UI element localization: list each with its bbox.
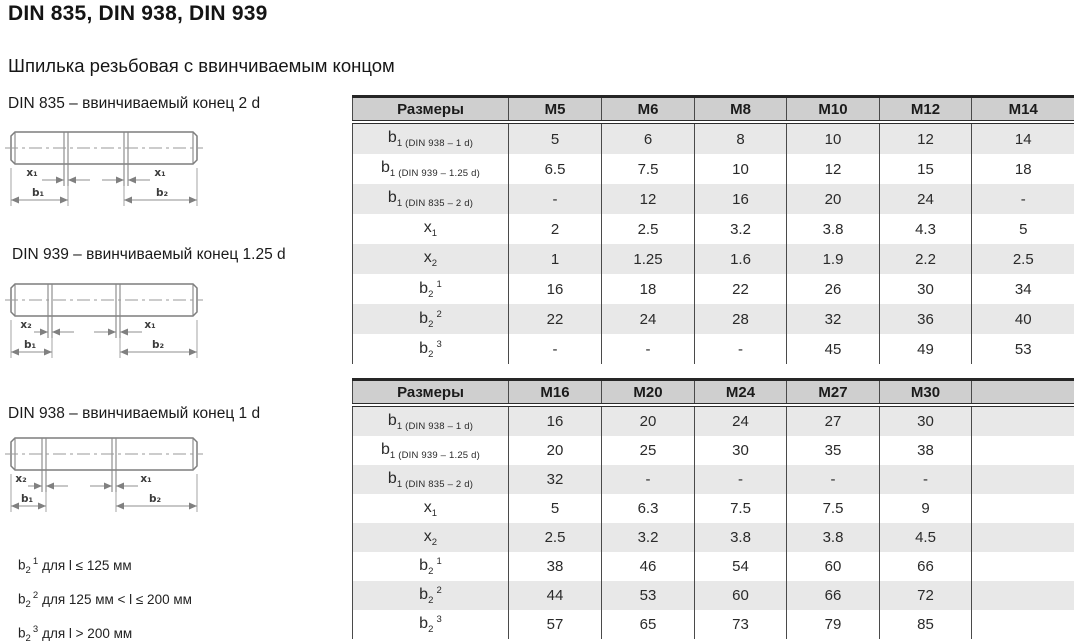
page-title: DIN 835, DIN 938, DIN 939: [8, 2, 268, 25]
value-cell: 53: [602, 581, 695, 610]
footnote: $b_2^1$ для l ≤ 125 мм: [18, 556, 132, 577]
value-cell: 12: [787, 154, 880, 184]
value-cell: 49: [880, 334, 972, 364]
value-cell: 2.5: [509, 523, 602, 552]
row-label: $b_2^2$: [353, 581, 509, 610]
dim-label-b2: b₂: [148, 493, 162, 505]
value-cell: 6: [602, 122, 695, 154]
value-cell: 2: [509, 214, 602, 244]
value-cell: -: [972, 184, 1074, 214]
thread-size-header: M24: [695, 380, 787, 406]
table-row: [353, 154, 1074, 184]
value-cell: 60: [787, 552, 880, 581]
value-cell: 38: [880, 436, 972, 465]
row-label: $b_{1 (DIN 939 - 1.25 d)}$: [353, 436, 509, 465]
value-cell: 4.3: [880, 214, 972, 244]
dim-label-x-left: x₁: [26, 167, 38, 179]
value-cell: 36: [880, 304, 972, 334]
thread-size-header: M30: [880, 380, 972, 406]
value-cell: 6.5: [509, 154, 602, 184]
value-cell: 7.5: [787, 494, 880, 523]
value-cell: -: [509, 334, 602, 364]
dim-label-x-right: x₁: [144, 319, 156, 331]
value-cell: 18: [602, 274, 695, 304]
value-cell: 16: [509, 274, 602, 304]
value-cell: 20: [787, 184, 880, 214]
value-cell: 28: [695, 304, 787, 334]
value-cell: -: [509, 184, 602, 214]
value-cell: 27: [787, 405, 880, 436]
dim-label-x-left: x₂: [20, 319, 32, 331]
value-cell: 66: [880, 552, 972, 581]
value-cell: 45: [787, 334, 880, 364]
value-cell: 10: [787, 122, 880, 154]
table-row: [353, 184, 1074, 214]
row-label: $b_2^1$: [353, 552, 509, 581]
thread-size-header: M10: [787, 97, 880, 123]
value-cell: -: [602, 334, 695, 364]
spec-table-2: [352, 378, 1074, 639]
value-cell: [972, 436, 1074, 465]
value-cell: 53: [972, 334, 1074, 364]
dim-label-b2: b₂: [155, 187, 169, 199]
value-cell: 18: [972, 154, 1074, 184]
header-row: [353, 380, 1074, 406]
din938-drawing: [4, 430, 204, 522]
thread-size-header: M12: [880, 97, 972, 123]
value-cell: 26: [787, 274, 880, 304]
table-row: [353, 122, 1074, 154]
thread-size-header: M16: [509, 380, 602, 406]
table-row: [353, 214, 1074, 244]
dim-label-x-right: x₁: [140, 473, 152, 485]
table-row: [353, 581, 1074, 610]
value-cell: 54: [695, 552, 787, 581]
row-label: $b_{1 (DIN 938 - 1 d)}$: [353, 122, 509, 154]
value-cell: 73: [695, 610, 787, 639]
table-row: [353, 436, 1074, 465]
value-cell: 1.25: [602, 244, 695, 274]
value-cell: 60: [695, 581, 787, 610]
thread-size-header: M20: [602, 380, 695, 406]
thread-size-header: M5: [509, 97, 602, 123]
value-cell: 1.9: [787, 244, 880, 274]
din939-drawing: [4, 276, 204, 368]
value-cell: 3.8: [787, 214, 880, 244]
value-cell: 30: [880, 405, 972, 436]
dim-label-x-right: x₁: [154, 167, 166, 179]
value-cell: 20: [602, 405, 695, 436]
din939-caption: DIN 939 – ввинчиваемый конец 1.25 d: [12, 246, 286, 263]
value-cell: 12: [880, 122, 972, 154]
value-cell: 32: [787, 304, 880, 334]
value-cell: [972, 465, 1074, 494]
table-row: [353, 334, 1074, 364]
row-label: $b_2^3$: [353, 334, 509, 364]
value-cell: 9: [880, 494, 972, 523]
thread-size-header: [972, 380, 1074, 406]
row-label: $x_1$: [353, 494, 509, 523]
row-label: $x_2$: [353, 523, 509, 552]
table-row: [353, 610, 1074, 639]
dim-label-b1: b₁: [20, 493, 34, 505]
dim-label-x-left: x₂: [15, 473, 27, 485]
value-cell: [972, 610, 1074, 639]
value-cell: 65: [602, 610, 695, 639]
value-cell: 3.2: [602, 523, 695, 552]
value-cell: 6.3: [602, 494, 695, 523]
value-cell: 24: [880, 184, 972, 214]
footnote: $b_2^2$ для 125 мм < l ≤ 200 мм: [18, 590, 192, 611]
spec-table-grid: [352, 378, 1074, 639]
value-cell: 8: [695, 122, 787, 154]
value-cell: 22: [509, 304, 602, 334]
value-cell: 16: [509, 405, 602, 436]
value-cell: 20: [509, 436, 602, 465]
header-row: [353, 97, 1074, 123]
value-cell: 22: [695, 274, 787, 304]
table-row: [353, 523, 1074, 552]
value-cell: 38: [509, 552, 602, 581]
table-row: [353, 465, 1074, 494]
size-column-header: Размеры: [353, 97, 509, 123]
din835-drawing: [4, 124, 204, 216]
value-cell: -: [695, 334, 787, 364]
row-label: $x_2$: [353, 244, 509, 274]
value-cell: 24: [695, 405, 787, 436]
value-cell: 2.5: [602, 214, 695, 244]
table-row: [353, 405, 1074, 436]
value-cell: 3.8: [787, 523, 880, 552]
value-cell: 24: [602, 304, 695, 334]
value-cell: 5: [972, 214, 1074, 244]
value-cell: 2.2: [880, 244, 972, 274]
row-label: $b_2^2$: [353, 304, 509, 334]
dim-label-b1: b₁: [23, 339, 37, 351]
value-cell: 30: [880, 274, 972, 304]
value-cell: 72: [880, 581, 972, 610]
row-label: $b_2^3$: [353, 610, 509, 639]
value-cell: -: [880, 465, 972, 494]
value-cell: 66: [787, 581, 880, 610]
row-label: $b_{1 (DIN 938 - 1 d)}$: [353, 405, 509, 436]
value-cell: 2.5: [972, 244, 1074, 274]
value-cell: 35: [787, 436, 880, 465]
value-cell: 34: [972, 274, 1074, 304]
table-row: [353, 552, 1074, 581]
din938-caption: DIN 938 – ввинчиваемый конец 1 d: [8, 405, 261, 422]
value-cell: -: [695, 465, 787, 494]
value-cell: 7.5: [695, 494, 787, 523]
value-cell: 46: [602, 552, 695, 581]
row-label: $b_{1 (DIN 835 - 2 d)}$: [353, 184, 509, 214]
value-cell: 30: [695, 436, 787, 465]
value-cell: 40: [972, 304, 1074, 334]
value-cell: -: [602, 465, 695, 494]
table-row: [353, 304, 1074, 334]
value-cell: 7.5: [602, 154, 695, 184]
thread-size-header: M14: [972, 97, 1074, 123]
thread-size-header: M6: [602, 97, 695, 123]
spec-table-grid: [352, 95, 1074, 364]
value-cell: [972, 494, 1074, 523]
value-cell: 5: [509, 122, 602, 154]
row-label: $b_{1 (DIN 835 - 2 d)}$: [353, 465, 509, 494]
value-cell: 3.8: [695, 523, 787, 552]
page-subtitle: Шпилька резьбовая с ввинчиваемым концом: [8, 55, 395, 76]
value-cell: 16: [695, 184, 787, 214]
value-cell: 5: [509, 494, 602, 523]
value-cell: 4.5: [880, 523, 972, 552]
value-cell: 1: [509, 244, 602, 274]
value-cell: 10: [695, 154, 787, 184]
row-label: $b_2^1$: [353, 274, 509, 304]
spec-table-1: [352, 95, 1074, 364]
size-column-header: Размеры: [353, 380, 509, 406]
value-cell: 14: [972, 122, 1074, 154]
value-cell: [972, 581, 1074, 610]
value-cell: 85: [880, 610, 972, 639]
value-cell: 44: [509, 581, 602, 610]
row-label: $x_1$: [353, 214, 509, 244]
value-cell: 1.6: [695, 244, 787, 274]
value-cell: 79: [787, 610, 880, 639]
value-cell: 25: [602, 436, 695, 465]
table-row: [353, 244, 1074, 274]
dim-label-b1: b₁: [31, 187, 45, 199]
dim-label-b2: b₂: [151, 339, 165, 351]
value-cell: [972, 523, 1074, 552]
footnotes: [18, 556, 192, 643]
din835-caption: DIN 835 – ввинчиваемый конец 2 d: [8, 95, 261, 112]
row-label: $b_{1 (DIN 939 - 1.25 d)}$: [353, 154, 509, 184]
value-cell: [972, 552, 1074, 581]
value-cell: 57: [509, 610, 602, 639]
value-cell: 15: [880, 154, 972, 184]
table-row: [353, 494, 1074, 523]
thread-size-header: M27: [787, 380, 880, 406]
footnote: $b_2^3$ для l > 200 мм: [18, 624, 133, 643]
value-cell: [972, 405, 1074, 436]
table-row: [353, 274, 1074, 304]
thread-size-header: M8: [695, 97, 787, 123]
value-cell: 12: [602, 184, 695, 214]
value-cell: -: [787, 465, 880, 494]
value-cell: 3.2: [695, 214, 787, 244]
value-cell: 32: [509, 465, 602, 494]
